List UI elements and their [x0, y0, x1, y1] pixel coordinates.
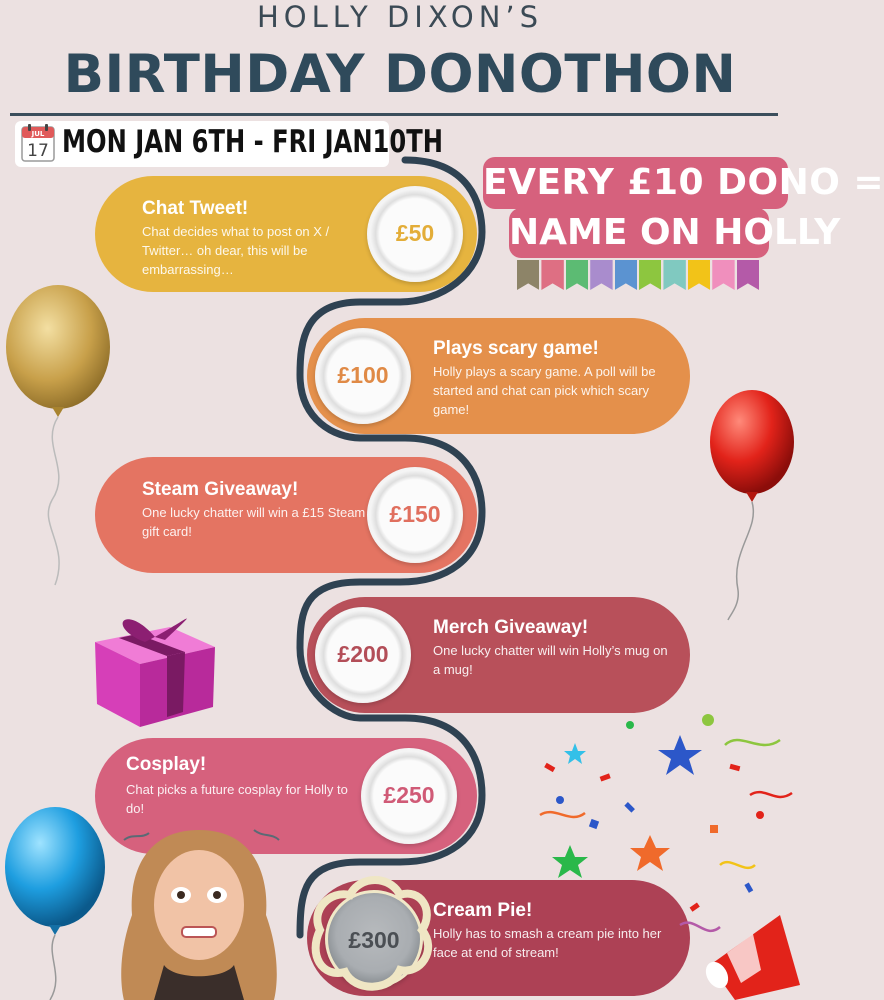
milestone-description: Holly plays a scary game. A poll will be started and chat can pick which scary game! — [433, 364, 656, 417]
gift-box-icon — [85, 592, 225, 732]
milestone-title: Cosplay! — [126, 754, 207, 775]
milestone-card — [307, 597, 690, 713]
milestone-card — [307, 318, 690, 434]
milestone-description: Chat decides what to post on X / Twitter… oh dear, this will be embarrassing… — [142, 224, 330, 277]
milestone-amount: £50 — [395, 220, 435, 246]
amount-plate — [367, 186, 463, 282]
poster-title: BIRTHDAY DONOTHON — [63, 44, 737, 105]
milestone-amount: £200 — [337, 641, 389, 667]
gold-balloon-icon — [0, 285, 120, 605]
amount-plate — [361, 748, 457, 844]
milestone-title: Plays scary game! — [433, 338, 599, 359]
milestone-amount: £100 — [337, 362, 389, 388]
date-range: MON JAN 6TH - FRI JAN10TH — [62, 124, 443, 160]
milestone-description: Chat picks a future cosplay for Holly to do! — [126, 782, 348, 816]
milestone-title: Merch Giveaway! — [433, 617, 589, 638]
poster-subtitle: HOLLY DIXON’S — [256, 0, 544, 34]
milestone-title: Steam Giveaway! — [142, 479, 299, 500]
milestone-description: Holly has to smash a cream pie into her face at end of stream! — [433, 926, 662, 960]
red-balloon-icon — [700, 390, 800, 620]
amount-plate — [315, 607, 411, 703]
milestone-card — [95, 457, 477, 573]
party-popper-icon — [705, 910, 800, 1000]
svg-text:17: 17 — [27, 141, 49, 161]
cream-splash-icon — [300, 870, 440, 1000]
milestone-card — [95, 176, 477, 292]
svg-text:JUL: JUL — [31, 130, 45, 138]
milestone-title: Cream Pie! — [433, 900, 533, 921]
milestone-amount: £250 — [383, 782, 435, 808]
promo-line-2: NAME ON HOLLY — [509, 208, 769, 258]
amount-plate — [367, 467, 463, 563]
milestone-amount: £150 — [389, 501, 441, 527]
amount-plate — [315, 328, 411, 424]
milestone-amount: £300 — [348, 927, 400, 953]
promo-line-1: EVERY £10 DONO = — [483, 157, 788, 209]
milestone-description: One lucky chatter will win a £15 Steam gift card! — [142, 505, 366, 539]
milestone-description: One lucky chatter will win Holly’s mug on a mug! — [433, 643, 668, 677]
milestone-title: Chat Tweet! — [142, 198, 249, 219]
shocked-woman-photo — [104, 815, 294, 1000]
blue-balloon-icon — [0, 805, 110, 1000]
